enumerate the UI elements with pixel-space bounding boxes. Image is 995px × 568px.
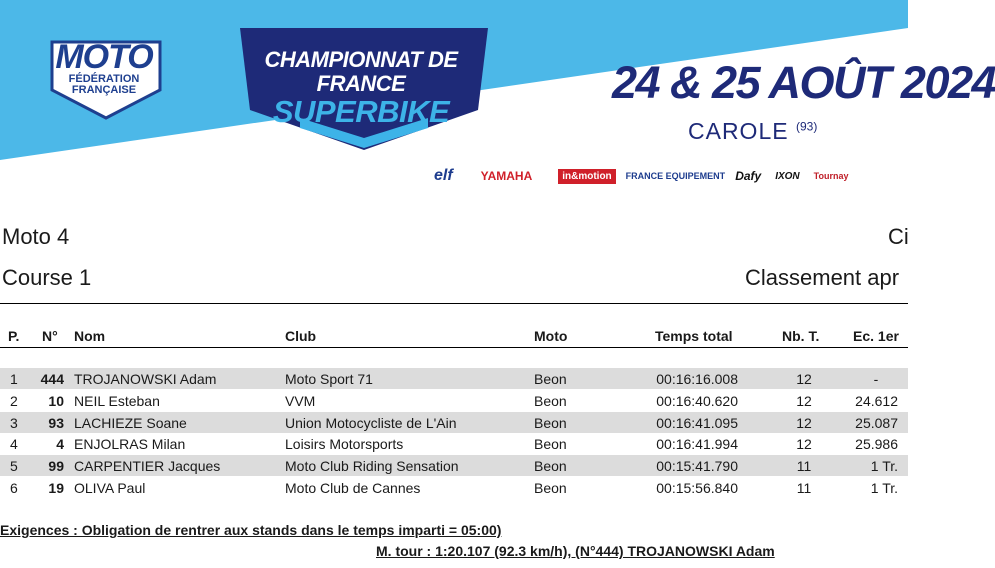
cell-moto: Beon [534, 480, 567, 496]
sponsor-france-equipement-logo: FRANCE EQUIPEMENT [625, 170, 726, 181]
cell-ec: 1 Tr. [870, 458, 898, 474]
table-row [0, 368, 908, 389]
cell-temps: 00:15:41.790 [656, 458, 738, 474]
col-header-nbt: Nb. T. [782, 328, 820, 344]
cell-club: Loisirs Motorsports [285, 436, 404, 452]
cell-num: 19 [48, 480, 64, 496]
cell-pos: 4 [10, 436, 18, 452]
venue-name: CAROLE [688, 118, 789, 144]
col-header-moto: Moto [534, 328, 568, 344]
cell-pos: 6 [10, 480, 18, 496]
ffm-logo-line1: FÉDÉRATION [68, 73, 140, 85]
cell-nom: OLIVA Paul [74, 480, 146, 496]
table-row [0, 455, 908, 476]
sponsor-ixon-logo: IXON [775, 170, 800, 182]
col-header-club: Club [285, 328, 317, 344]
cell-nbt: 12 [796, 415, 812, 431]
cell-temps: 00:16:41.994 [656, 436, 738, 452]
col-header-temps: Temps total [655, 328, 733, 344]
cell-nom: ENJOLRAS Milan [74, 436, 186, 452]
cell-pos: 5 [10, 458, 18, 474]
col-header-num: N° [42, 328, 58, 344]
cell-temps: 00:16:40.620 [656, 393, 738, 409]
cell-nom: CARPENTIER Jacques [74, 458, 221, 474]
cell-club: VVM [285, 393, 316, 409]
cell-num: 93 [48, 415, 64, 431]
table-row [0, 477, 908, 498]
col-header-ec: Ec. 1er [853, 328, 899, 344]
cell-num: 99 [48, 458, 64, 474]
sponsor-inmotion-logo: in&motion [558, 169, 615, 184]
category-title: Moto 4 [2, 224, 70, 249]
ffm-logo [48, 40, 160, 96]
cell-nom: TROJANOWSKI Adam [74, 371, 217, 387]
cell-ec: - [873, 371, 879, 387]
cell-ec: 24.612 [855, 393, 898, 409]
cell-temps: 00:16:16.008 [656, 371, 738, 387]
best-lap-note: M. tour : 1:20.107 (92.3 km/h), (N°444) TROJANOWSKI Adam [376, 543, 775, 559]
ranking-title: Classement apr [745, 265, 900, 290]
cell-moto: Beon [534, 436, 567, 452]
col-header-nom: Nom [74, 328, 106, 344]
championship-logo [232, 48, 490, 128]
cell-num: 10 [48, 393, 64, 409]
cell-nbt: 12 [796, 393, 812, 409]
category-right-title: Ci [888, 224, 909, 249]
cell-club: Moto Club Riding Sensation [285, 458, 459, 474]
event-venue [688, 118, 817, 145]
cell-club: Moto Club de Cannes [285, 480, 421, 496]
championship-subtitle: SUPERBIKE [272, 94, 450, 129]
sponsor-yamaha-logo: YAMAHA [480, 169, 533, 183]
cell-nom: NEIL Esteban [74, 393, 160, 409]
cell-nbt: 12 [796, 371, 812, 387]
table-row [0, 390, 908, 411]
cell-pos: 3 [10, 415, 18, 431]
table-header-divider [0, 347, 908, 348]
cell-moto: Beon [534, 458, 567, 474]
cell-moto: Beon [534, 415, 567, 431]
venue-dept: (93) [795, 119, 818, 134]
cell-ec: 25.087 [855, 415, 898, 431]
cell-club: Moto Sport 71 [285, 371, 373, 387]
cell-pos: 1 [10, 371, 18, 387]
header-divider [0, 303, 908, 304]
sponsor-tournay-logo: Tournay [813, 171, 849, 181]
table-row [0, 412, 908, 433]
cell-pos: 2 [10, 393, 18, 409]
cell-moto: Beon [534, 393, 567, 409]
sponsor-dafy-logo: Dafy [735, 169, 762, 183]
ffm-logo-moto: MOTO [55, 38, 153, 76]
sponsor-elf-logo: elf [434, 167, 453, 184]
ffm-logo-line2: FRANÇAISE [71, 84, 137, 96]
event-dates: 24 & 25 AOÛT 2024 [612, 57, 995, 108]
col-header-pos: P. [8, 328, 20, 344]
cell-temps: 00:16:41.095 [656, 415, 738, 431]
race-requirements-note: Exigences : Obligation de rentrer aux stands dans le temps imparti = 05:00) [0, 522, 502, 538]
cell-nbt: 11 [796, 458, 812, 474]
cell-nbt: 11 [796, 480, 812, 496]
cell-num: 444 [40, 371, 64, 387]
cell-ec: 25.986 [855, 436, 898, 452]
cell-temps: 00:15:56.840 [656, 480, 738, 496]
cell-club: Union Motocycliste de L'Ain [285, 415, 457, 431]
cell-num: 4 [56, 436, 64, 452]
cell-nom: LACHIEZE Soane [74, 415, 187, 431]
cell-nbt: 12 [796, 436, 812, 452]
table-row [0, 433, 908, 454]
event-banner [0, 0, 995, 200]
cell-moto: Beon [534, 371, 567, 387]
cell-ec: 1 Tr. [870, 480, 898, 496]
championship-title: CHAMPIONNAT DE FRANCE [264, 47, 458, 96]
sponsor-strip [434, 164, 849, 188]
race-title: Course 1 [2, 265, 92, 290]
